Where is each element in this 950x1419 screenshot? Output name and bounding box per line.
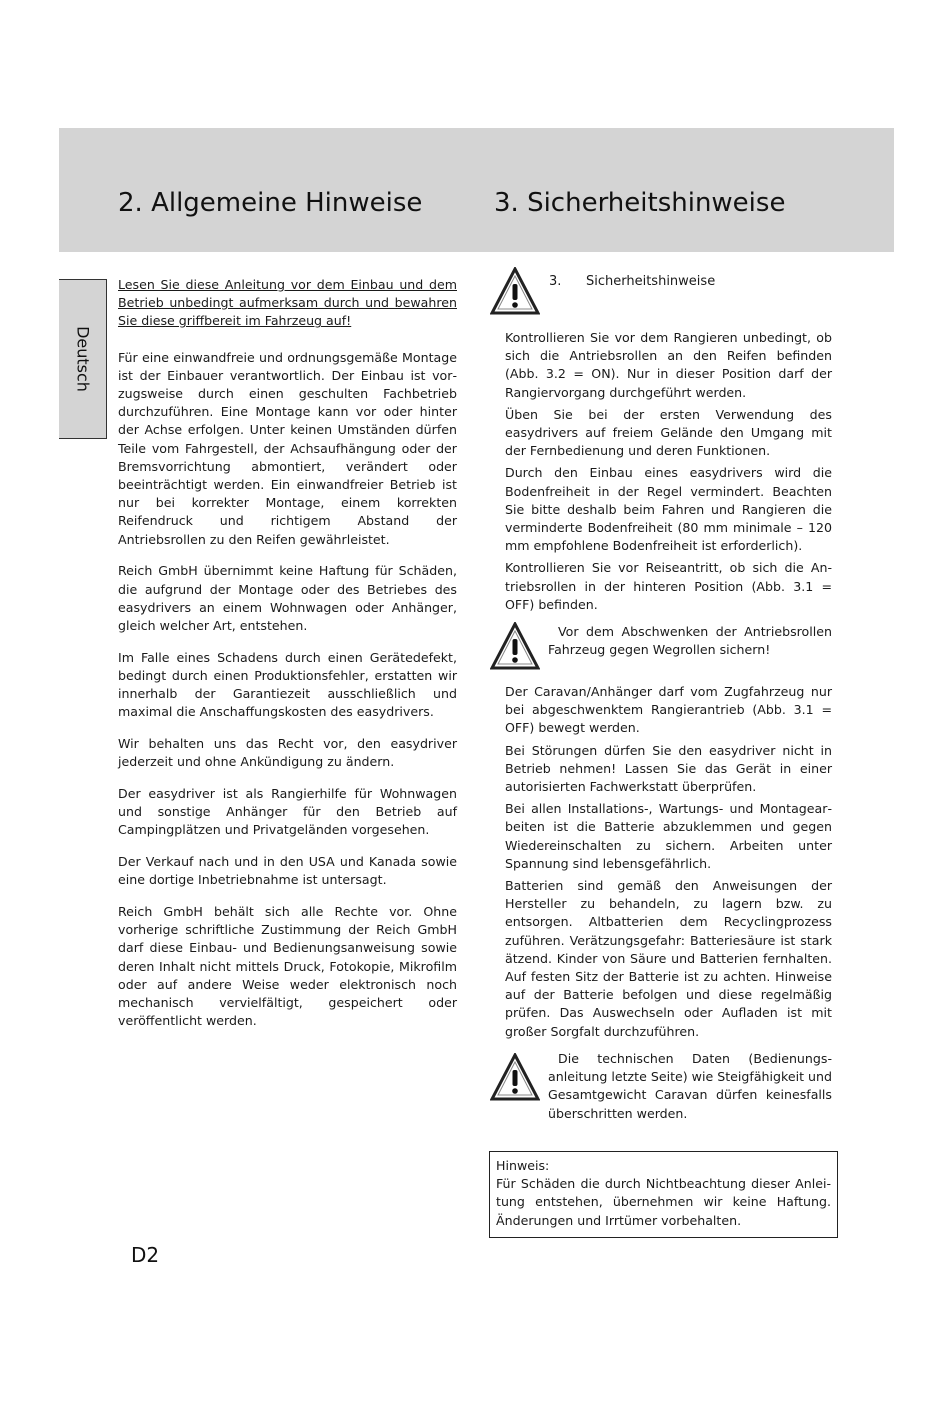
safety-heading-title: Sicherheitshinweise [586,274,716,289]
note-text: Für Schäden die durch Nichtbeachtung dieser Anleitung entstehen, übernehmen wir keine Haftung. Änderungen und Irrtümer vorbehalten. [496,1176,831,1228]
paragraph: Wir behalten uns das Recht vor, den easydriver jederzeit und ohne Ankündigung zu ändern. [118,735,457,770]
paragraph: Üben Sie bei der ersten Verwendung des easydrivers auf freiem Gelände den Umgang mit der Fernbedienung und deren Funktionen. [505,406,832,459]
intro-paragraph: Lesen Sie diese Anleitung vor dem Einbau und dem Betrieb unbedingt aufmerksam durch und bewahren Sie diese griffbereit im Fahrzeug auf! [118,277,457,329]
note-box [489,1151,838,1238]
warning-triangle-icon [490,1053,540,1101]
safety-block-2 [505,683,832,1045]
language-tab [59,279,107,439]
warning-text-technical-data [548,1050,832,1123]
paragraph: Der Caravan/Anhänger darf vom Zugfahrzeug nur bei abgeschwenktem Rangierantrieb (Abb. 3.1 = OFF) bewegt werden. [505,684,832,736]
language-tab-label: Deutsch [73,326,92,392]
paragraph: Im Falle eines Schadens durch einen Gerätedefekt, bedingt durch einen Produktionsfehler, erstatten wir innerhalb der Garantiezeit ausschließlich und maximal die Anschaffungskosten des easydrivers. [118,649,457,720]
general-notes-column [118,276,457,1044]
warning-triangle-icon [490,622,540,670]
safety-block-1 [505,329,832,618]
paragraph: Batterien sind gemäß den Anweisungen der Hersteller zu behandeln, zu lagern bzw. zu entsorgen. Altbatterien dem Recyclingprozess zuführen. Verätzungsgefahr: Batteriesäure ist stark ätzend. Kinder von Säure und Batterien fernhalten. Auf festen Sitz der Batterie ist zu achten. Hinweise auf der Batterie befolgen und diese regelmäßig prüfen. Das Auswechseln oder Aufladen ist mit großer Sorgfalt durchzuführen. [505,878,832,1039]
paragraph: Der Verkauf nach und in den USA und Kanada sowie eine dortige Inbetriebnahme ist untersagt. [118,853,457,888]
paragraph: Reich GmbH behält sich alle Rechte vor. Ohne vorherige schriftliche Zustimmung der Reich GmbH darf diese Einbau- und Bedienungsanweisung sowie deren Inhalt nicht mittels Druck, Fotokopie, Mikrofilm oder auf andere Weise weder elektronisch noch mechanisch vervielfältigt, gespeichert oder veröffentlicht werden. [118,903,457,1029]
warning-triangle-icon [490,267,540,315]
safety-heading-number: 3. [549,274,562,289]
safety-heading [549,273,715,291]
paragraph: Für eine einwandfreie und ordnungsgemäße Montage ist der Einbauer verantwortlich. Der Einbau ist vorzugsweise durch einen geschulten Fachbetrieb durchzuführen. Eine Montage kann vor oder hinter der Achse erfolgen. Unter keinen Umständen dürfen Teile vom Fahrgestell, der Achsaufhängung oder der Bremsvorrichtung abmontiert, verändert oder beeinträchtigt werden. Ein einwandfreier Betrieb ist nur bei korrekter Montage, einem korrekten Reifendruck und richtigem Abstand der Antriebsrollen zu den Reifen gewährleistet. [118,349,457,547]
warning-text-rolling [548,623,832,659]
paragraph: Kontrollieren Sie vor Reiseantritt, ob sich die Antriebsrollen in der hinteren Position (Abb. 3.1 = OFF) befinden. [505,560,832,612]
warning-text: Die technischen Daten (Bedienungsanleitung letzte Seite) wie Steigfähigkeit und Gesamtgewicht Caravan dürfen keinesfalls überschritten werden. [548,1051,833,1121]
section-title-general: 2. Allgemeine Hinweise [118,188,423,218]
section-title-safety: 3. Sicherheitshinweise [494,188,786,218]
paragraph: Bei allen Installations-, Wartungs- und Montagearbeiten ist die Batterie abzuklemmen und gegen Wiedereinschalten zu sichern. Arbeiten unter Spannung sind lebensgefährlich. [505,801,832,871]
paragraph: Der easydriver ist als Rangierhilfe für Wohnwagen und sonstige Anhänger für den Betrieb auf Campingplätzen und Privatgeländen vorgesehen. [118,785,457,838]
paragraph: Kontrollieren Sie vor dem Rangieren unbedingt, ob sich die Antriebsrollen an den Reifen befinden (Abb. 3.2 = ON). Nur in dieser Position darf der Rangiervorgang durchgeführt werden. [505,330,832,400]
page-number: D2 [131,1243,160,1267]
paragraph: Reich GmbH übernimmt keine Haftung für Schäden, die aufgrund der Montage oder des Betriebes des easydrivers an einem Wohnwagen oder Anhänger, gleich welcher Art, entstehen. [118,563,457,633]
warning-text: Vor dem Abschwenken der Antriebsrollen Fahrzeug gegen Wegrollen sichern! [548,624,832,658]
paragraph: Bei Störungen dürfen Sie den easydriver nicht in Betrieb nehmen! Lassen Sie das Gerät in einer autorisierten Fachwerkstatt überprüfen. [505,742,832,795]
note-title: Hinweis: [496,1158,550,1173]
paragraph: Durch den Einbau eines easydrivers wird die Bodenfreiheit in der Regel vermindert. Beachten Sie bitte deshalb beim Fahren und Rangieren die verminderte Bodenfreiheit (80 mm minimale – 120 mm empfohlene Bodenfreiheit ist erforderlich). [505,465,832,554]
